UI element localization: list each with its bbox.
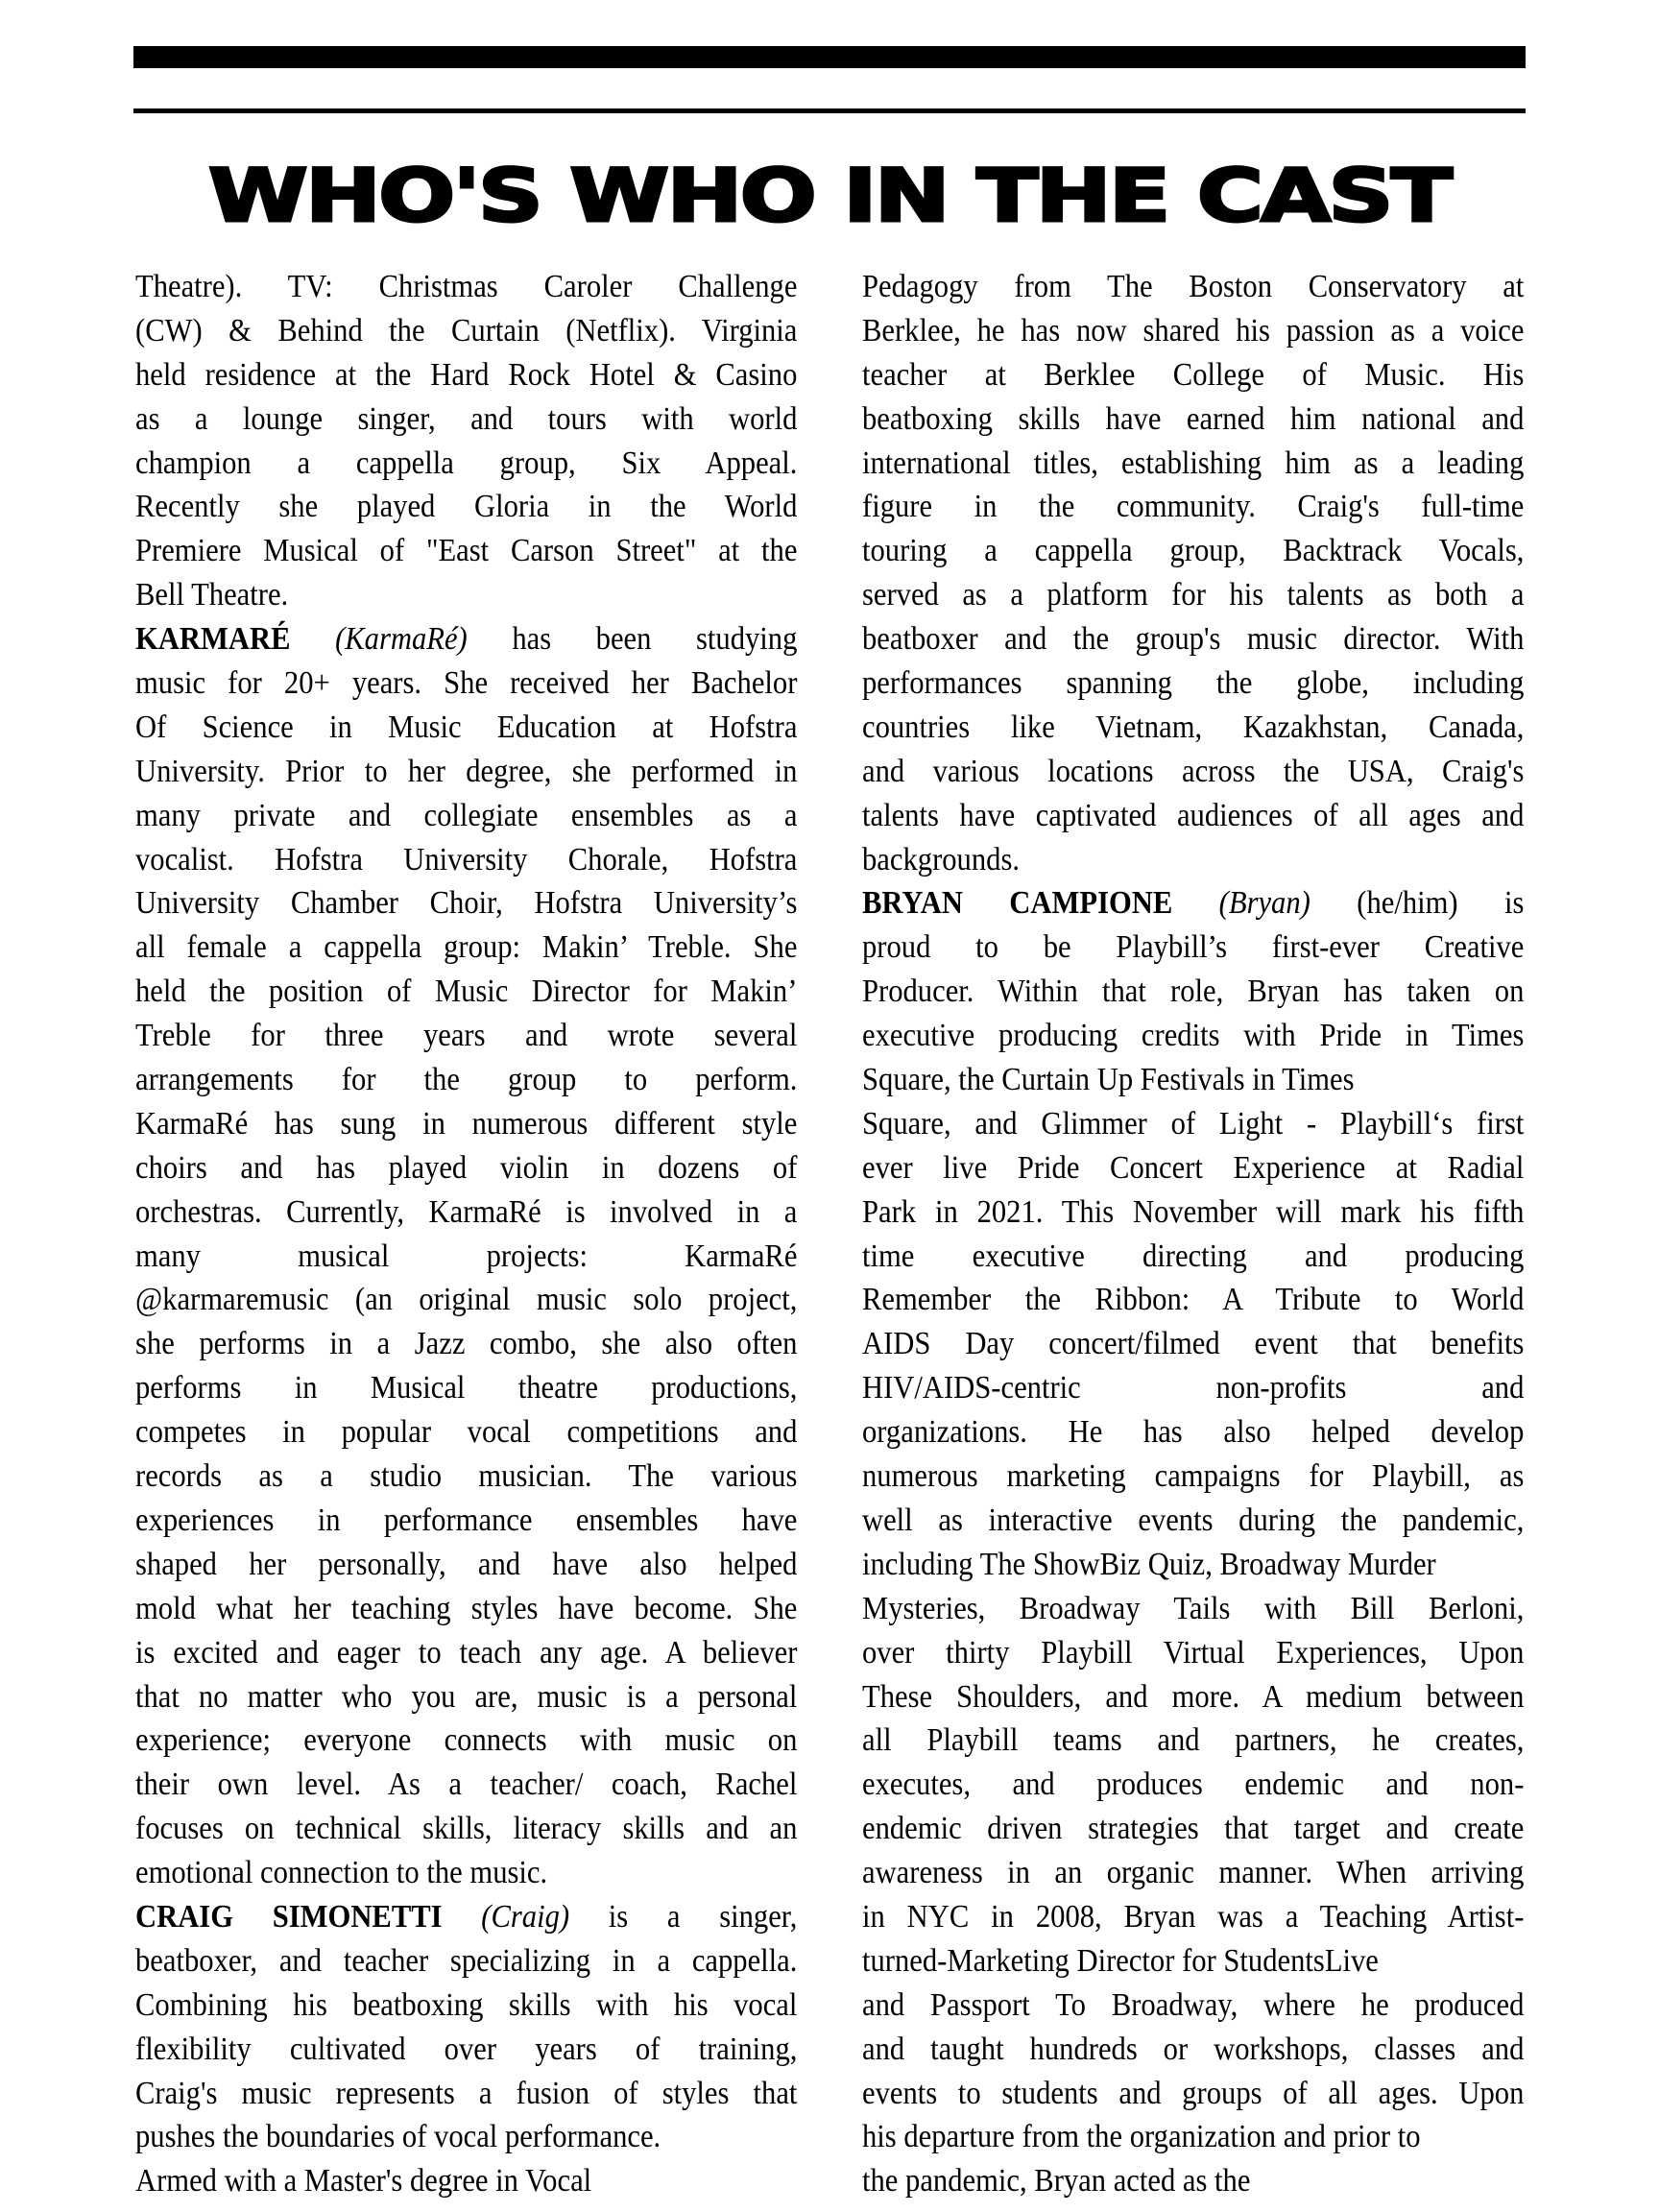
bio-column-right (862, 265, 1598, 2203)
bio-text-line: orchestras. Currently, KarmaRé is involved in a (135, 1193, 798, 1230)
bio-text-line: beatboxing skills have earned him national and (862, 400, 1525, 437)
bio-text-line: shaped her personally, and have also helped (135, 1546, 798, 1582)
bio-text-line: Berklee, he has now shared his passion as a voice (862, 312, 1525, 349)
bio-text-line: beatboxer and the group's music director. With (862, 621, 1525, 658)
bio-text-line: teacher at Berklee College of Music. His (862, 356, 1525, 393)
bio-text-line: music for 20+ years. She received her Bachelor (135, 665, 798, 702)
bio-text-line: Treble for three years and wrote several (135, 1018, 798, 1054)
bio-text: is a singer, (608, 1898, 798, 1935)
bio-text-line: Producer. Within that role, Bryan has taken on (862, 974, 1525, 1010)
bio-text-line: Recently she played Gloria in the World (135, 489, 798, 525)
bio-text-line: Combining his beatboxing skills with his vocal (135, 1986, 798, 2023)
bio-text: has been studying (512, 621, 798, 658)
bio-heading-line (135, 617, 797, 661)
bio-text-line: organizations. He has also helped develop (862, 1414, 1525, 1451)
cast-member-name: CRAIG SIMONETTI (135, 1898, 443, 1935)
bio-text-line: many musical projects: KarmaRé (135, 1238, 798, 1274)
page-title-container (208, 153, 1451, 238)
bio-column-left-text (135, 265, 797, 2203)
bio-text-line: numerous marketing campaigns for Playbill, as (862, 1458, 1525, 1495)
bio-text-line: Square, and Glimmer of Light - Playbill‘s first (862, 1105, 1525, 1142)
bio-text-line: well as interactive events during the pandemic, (862, 1502, 1525, 1538)
bio-text-line: as a lounge singer, and tours with world (135, 400, 798, 437)
bio-column-right-text (862, 265, 1524, 2203)
bio-text-line: she performs in a Jazz combo, she also often (135, 1326, 798, 1362)
bio-text-line: all female a cappella group: Makin’ Treble. She (135, 929, 798, 966)
bio-text-line: Remember the Ribbon: A Tribute to World (862, 1282, 1525, 1318)
bio-text-line: Park in 2021. This November will mark his fifth (862, 1193, 1525, 1230)
bio-text-line: champion a cappella group, Six Appeal. (135, 445, 798, 481)
bio-text-line: international titles, establishing him as a leading (862, 445, 1525, 481)
bio-text-line: (CW) & Behind the Curtain (Netflix). Virginia (135, 312, 798, 349)
bio-heading-line (862, 881, 1524, 926)
bio-text-line: @karmaremusic (an original music solo project, (135, 1282, 798, 1318)
bio-column-left (135, 265, 871, 2203)
bio-text-line: competes in popular vocal competitions and (135, 1414, 798, 1451)
cast-member-role: (Craig) (481, 1898, 570, 1935)
bio-text-line: including The ShowBiz Quiz, Broadway Murder (862, 1546, 1436, 1582)
bio-text-line: that no matter who you are, music is a personal (135, 1678, 798, 1715)
bio-text-line: pushes the boundaries of vocal performance. (135, 2119, 661, 2155)
bio-text-line: Square, the Curtain Up Festivals in Times (862, 1062, 1355, 1098)
bio-text-line: vocalist. Hofstra University Chorale, Hofstra (135, 841, 798, 878)
bio-text-line: events to students and groups of all ages. Upon (862, 2075, 1525, 2111)
bio-heading-line (135, 1895, 797, 1939)
cast-member-name: BRYAN CAMPIONE (862, 885, 1173, 922)
bio-text-line: flexibility cultivated over years of training, (135, 2031, 798, 2067)
bio-text-line: Armed with a Master's degree in Vocal (135, 2163, 592, 2200)
bio-text-line: University Chamber Choir, Hofstra University’s (135, 885, 798, 922)
cast-member-role: (KarmaRé) (335, 621, 468, 658)
bio-text-line: performances spanning the globe, including (862, 665, 1525, 702)
bio-text-line: beatboxer, and teacher specializing in a cappella. (135, 1942, 798, 1979)
bio-text-line: countries like Vietnam, Kazakhstan, Canada, (862, 709, 1525, 745)
bio-text-line: These Shoulders, and more. A medium between (862, 1678, 1525, 1715)
bio-text-line: Of Science in Music Education at Hofstra (135, 709, 798, 745)
bio-text-line: experience; everyone connects with music on (135, 1722, 798, 1759)
bio-text-line: AIDS Day concert/filmed event that benefits (862, 1326, 1525, 1362)
bio-text-line: many private and collegiate ensembles as a (135, 797, 798, 833)
bio-text-line: Pedagogy from The Boston Conservatory at (862, 269, 1525, 304)
bio-text-line: figure in the community. Craig's full-time (862, 489, 1525, 525)
bio-text-line: choirs and has played violin in dozens of (135, 1149, 798, 1186)
page-title: WHO'S WHO IN THE CAST (208, 153, 1451, 238)
bio-text-line: the pandemic, Bryan acted as the (862, 2163, 1251, 2200)
bio-text-line: his departure from the organization and prior to (862, 2119, 1421, 2155)
bio-text-line: focuses on technical skills, literacy skills and an (135, 1811, 798, 1847)
bio-text: (he/him) is (1357, 885, 1525, 922)
bio-text-line: endemic driven strategies that target and create (862, 1811, 1525, 1847)
bio-text-line: University. Prior to her degree, she performed in (135, 753, 798, 789)
bio-text-line: time executive directing and producing (862, 1238, 1525, 1274)
bio-text-line: backgrounds. (862, 841, 1021, 878)
bio-text-line: touring a cappella group, Backtrack Vocals, (862, 533, 1525, 569)
bio-text-line: Premiere Musical of "East Carson Street" at the (135, 533, 798, 569)
bio-text-line: all Playbill teams and partners, he creates, (862, 1722, 1525, 1759)
bio-text-line: held the position of Music Director for Makin’ (135, 974, 798, 1010)
bio-text-line: experiences in performance ensembles have (135, 1502, 798, 1538)
bio-text-line: executive producing credits with Pride in Times (862, 1018, 1525, 1054)
bio-text-line: over thirty Playbill Virtual Experiences, Upon (862, 1634, 1525, 1671)
bio-text-line: performs in Musical theatre productions, (135, 1370, 798, 1407)
bio-text-line: Craig's music represents a fusion of styles that (135, 2075, 798, 2111)
bio-text-line: held residence at the Hard Rock Hotel & Casino (135, 356, 798, 393)
bio-text-line: proud to be Playbill’s first-ever Creative (862, 929, 1525, 966)
bio-text-line: Theatre). TV: Christmas Caroler Challenge (135, 269, 798, 304)
bio-text-line: and Passport To Broadway, where he produced (862, 1986, 1525, 2023)
bio-text-line: and taught hundreds or workshops, classes and (862, 2031, 1525, 2067)
bio-text-line: talents have captivated audiences of all ages and (862, 797, 1525, 833)
bio-text-line: emotional connection to the music. (135, 1855, 548, 1891)
bio-text-line: records as a studio musician. The various (135, 1458, 798, 1495)
bio-text-line: executes, and produces endemic and non- (862, 1767, 1525, 1803)
bio-text-line: awareness in an organic manner. When arriving (862, 1855, 1525, 1891)
bio-text-line: Bell Theatre. (135, 577, 289, 613)
bio-text-line: Mysteries, Broadway Tails with Bill Berloni, (862, 1590, 1525, 1626)
bio-text-line: in NYC in 2008, Bryan was a Teaching Artist- (862, 1898, 1525, 1935)
header-thick-rule (133, 46, 1526, 68)
bio-text-line: HIV/AIDS-centric non-profits and (862, 1370, 1525, 1407)
bio-text-line: is excited and eager to teach any age. A believer (135, 1634, 798, 1671)
bio-text-line: KarmaRé has sung in numerous different style (135, 1105, 798, 1142)
bio-text-line: ever live Pride Concert Experience at Radial (862, 1149, 1525, 1186)
bio-text-line: mold what her teaching styles have become. She (135, 1590, 798, 1626)
cast-member-role: (Bryan) (1218, 885, 1310, 922)
bio-text-line: arrangements for the group to perform. (135, 1062, 798, 1098)
header-thin-rule (133, 108, 1526, 113)
bio-text-line: and various locations across the USA, Craig's (862, 753, 1525, 789)
cast-member-name: KARMARÉ (135, 621, 291, 658)
bio-text-line: turned-Marketing Director for StudentsLive (862, 1942, 1379, 1979)
bio-text-line: served as a platform for his talents as both a (862, 577, 1525, 613)
bio-text-line: their own level. As a teacher/ coach, Rachel (135, 1767, 798, 1803)
